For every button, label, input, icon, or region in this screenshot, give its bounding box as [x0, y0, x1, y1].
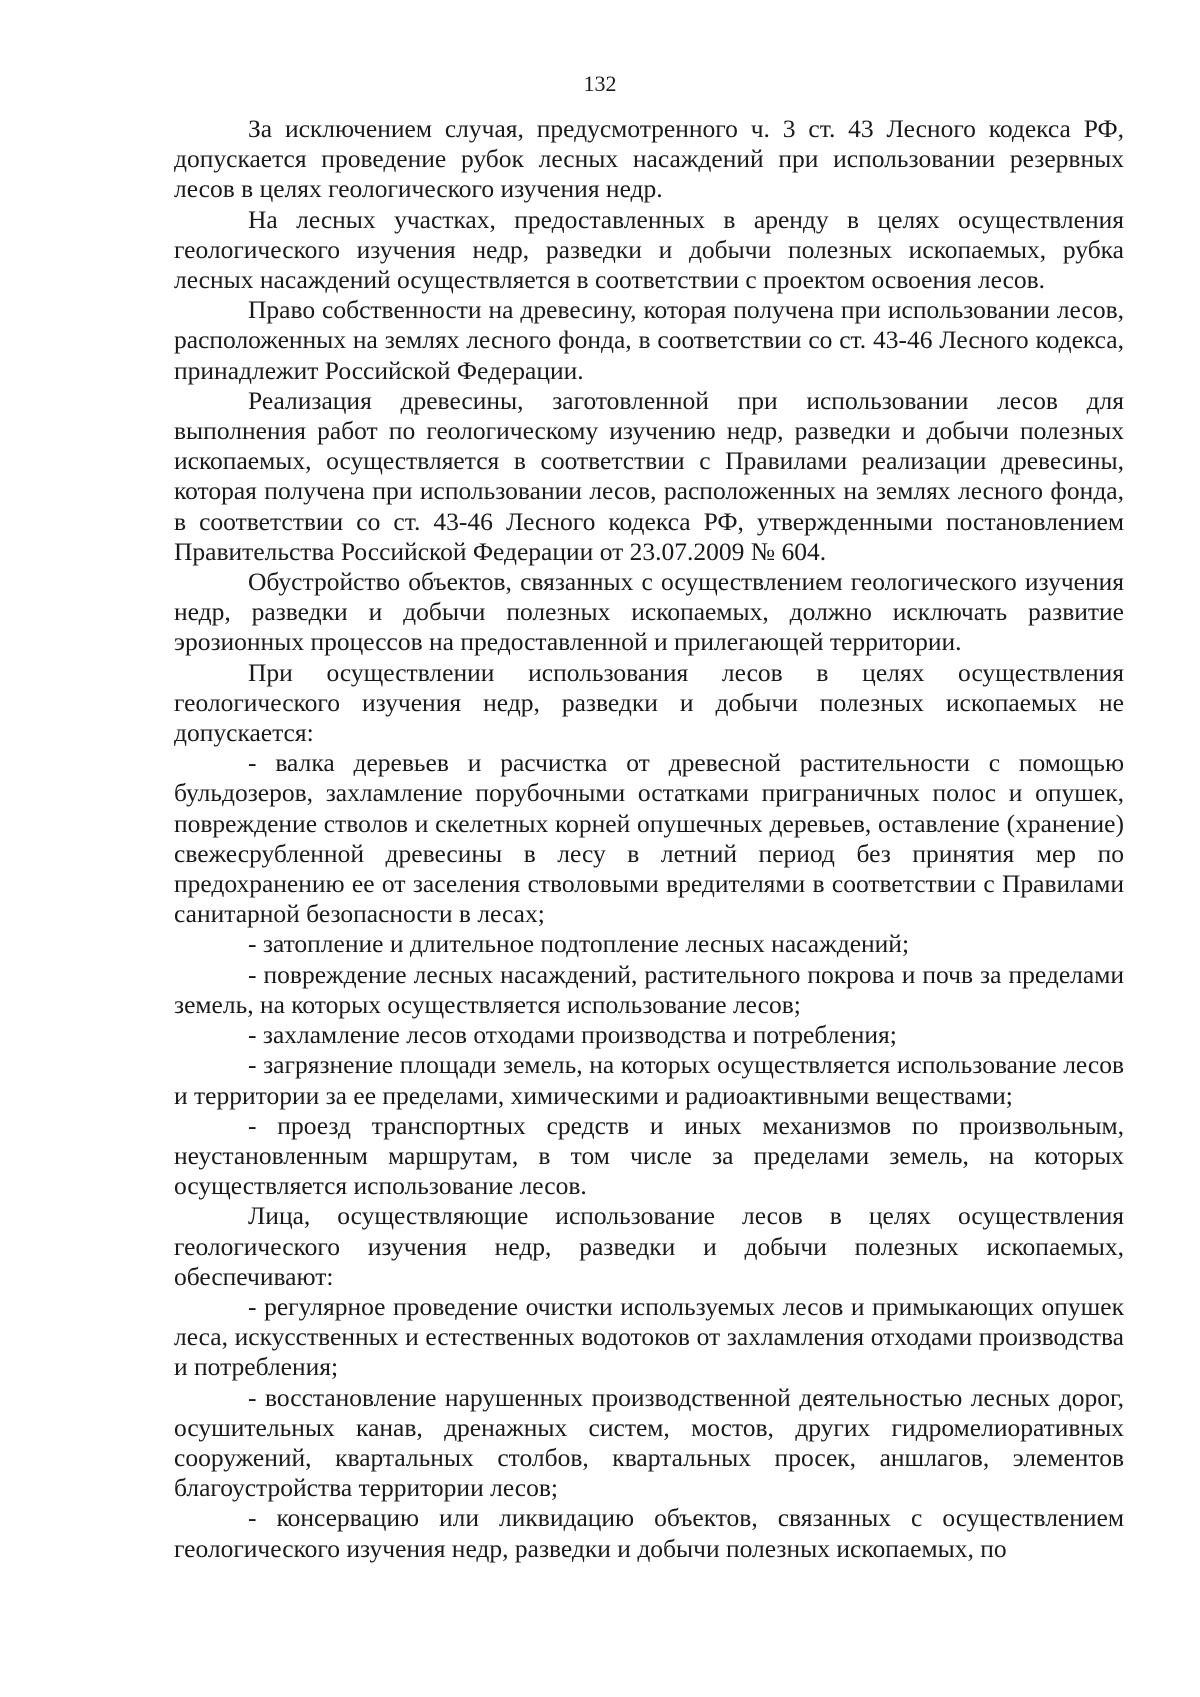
- paragraph: При осуществлении использования лесов в целях осуществления геологического изучения недр, разведки и добычи полезных ископаемых не допускается:: [174, 657, 1124, 748]
- list-item: - захламление лесов отходами производства и потребления;: [248, 1020, 897, 1050]
- list-item: - регулярное проведение очистки используемых лесов и примыкающих опушек леса, искусственных и естественных водотоков от захламления отходами производства и потребления;: [174, 1291, 1124, 1382]
- document-body: [174, 114, 1124, 1564]
- list-item: - загрязнение площади земель, на которых осуществляется использование лесов и территории за ее пределами, химическими и радиоактивными веществами;: [174, 1050, 1124, 1110]
- list-item: - затопление и длительное подтопление лесных насаждений;: [248, 929, 910, 959]
- paragraph: На лесных участках, предоставленных в аренду в целях осуществления геологического изучения недр, разведки и добычи полезных ископаемых, рубка лесных насаждений осуществляется в соответствии с проектом освоения лесов.: [174, 204, 1124, 295]
- paragraph: Лица, осуществляющие использование лесов в целях осуществления геологического изучения недр, разведки и добычи полезных ископаемых, обеспечивают:: [174, 1201, 1124, 1291]
- list-item: - валка деревьев и расчистка от древесной растительности с помощью бульдозеров, захламление порубочными остатками приграничных полос и опушек, повреждение стволов и скелетных корней опушечных деревьев, оставление (хранение) свежесрубленной древесины в лесу в летний период без принятия мер по предохранению ее от заселения стволовыми вредителями в соответствии с Правилами санитарной безопасности в лесах;: [174, 748, 1124, 929]
- paragraph: Право собственности на древесину, которая получена при использовании лесов, расположенных на землях лесного фонда, в соответствии со ст. 43-46 Лесного кодекса, принадлежит Российской Федерации.: [174, 295, 1124, 385]
- paragraph: Реализация древесины, заготовленной при использовании лесов для выполнения работ по геологическому изучению недр, разведки и добычи полезных ископаемых, осуществляется в соответствии с Правилами реализации древесины, которая получена при использовании лесов, расположенных на землях лесного фонда, в соответствии со ст. 43-46 Лесного кодекса РФ, утвержденными постановлением Правительства Российской Федерации от 23.07.2009 № 604.: [174, 385, 1124, 566]
- list-item: - проезд транспортных средств и иных механизмов по произвольным, неустановленным маршрутам, в том числе за пределами земель, на которых осуществляется использование лесов.: [174, 1110, 1124, 1201]
- page-number: 132: [583, 71, 617, 96]
- list-item: - повреждение лесных насаждений, растительного покрова и почв за пределами земель, на которых осуществляется использование лесов;: [174, 959, 1124, 1019]
- paragraph: За исключением случая, предусмотренного ч. 3 ст. 43 Лесного кодекса РФ, допускается проведение рубок лесных насаждений при использовании резервных лесов в целях геологического изучения недр.: [174, 114, 1124, 204]
- paragraph: Обустройство объектов, связанных с осуществлением геологического изучения недр, разведки и добычи полезных ископаемых, должно исключать развитие эрозионных процессов на предоставленной и прилегающей территории.: [174, 567, 1124, 657]
- list-item: - консервацию или ликвидацию объектов, связанных с осуществлением геологического изучения недр, разведки и добычи полезных ископаемых, по: [174, 1503, 1124, 1563]
- list-item: - восстановление нарушенных производственной деятельностью лесных дорог, осушительных канав, дренажных систем, мостов, других гидромелиоративных сооружений, квартальных столбов, квартальных просек, аншлагов, элементов благоустройства территории лесов;: [174, 1382, 1124, 1503]
